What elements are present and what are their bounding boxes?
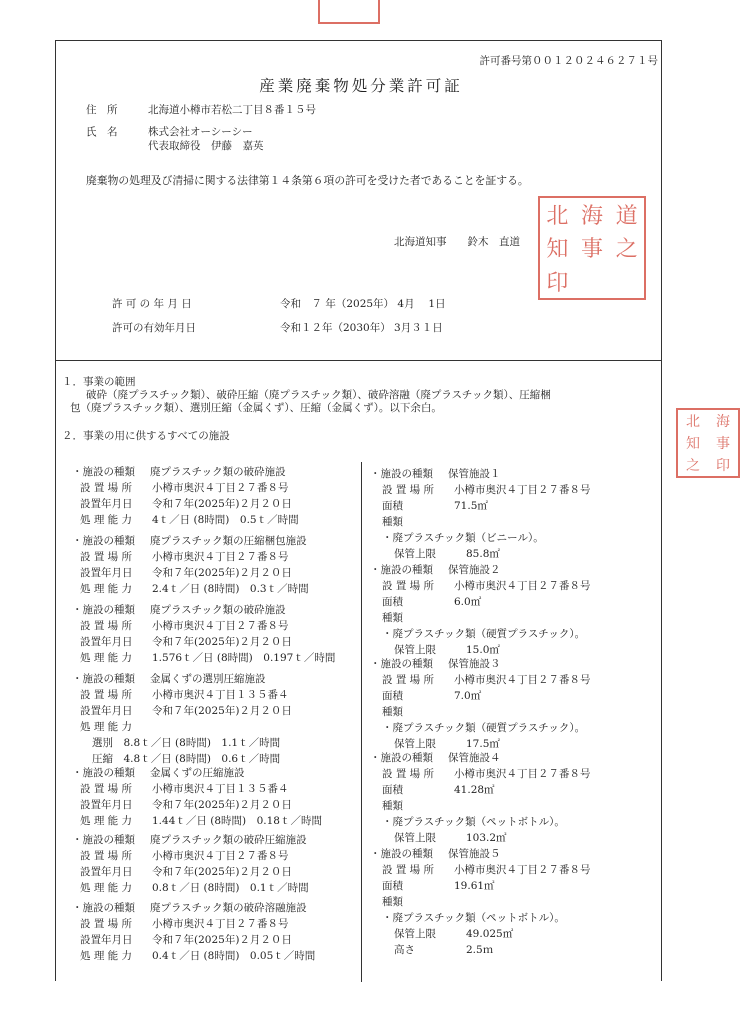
- area-value: 7.0㎡: [454, 690, 482, 702]
- place-label: 設 置 場 所: [80, 850, 133, 862]
- facility-capacity: [72, 650, 335, 666]
- waste-value: ・廃プラスチック類（硬質プラスチック）。: [382, 628, 586, 640]
- facility-capacity: [72, 880, 309, 896]
- place-label: 設 置 場 所: [80, 918, 133, 930]
- limit-label: 保管上限: [394, 928, 436, 940]
- capacity-sorting: [72, 735, 292, 751]
- seal-character: 知: [546, 237, 569, 263]
- facility-capacity: [72, 581, 309, 597]
- facility-place: [72, 687, 292, 703]
- storage-type: [370, 894, 591, 910]
- facility-kind: [72, 602, 335, 618]
- kind-value: 廃プラスチック類の圧縮梱包施設: [150, 535, 307, 547]
- storage-place: [370, 862, 591, 878]
- facility-capacity: [72, 948, 315, 964]
- kind-label: ・施設の種類: [370, 848, 433, 860]
- date-value: 令和７年(2025年)２月２０日: [152, 799, 292, 811]
- storage-block: [370, 846, 591, 958]
- date-label: 設置年月日: [80, 934, 133, 946]
- date-label: 設置年月日: [80, 567, 133, 579]
- place-label: 設 置 場 所: [382, 768, 435, 780]
- kind-label: ・施設の種類: [72, 466, 135, 478]
- seal-character: 海: [716, 414, 730, 430]
- place-label: 設 置 場 所: [80, 482, 133, 494]
- kind-value: 廃プラスチック類の破砕施設: [150, 466, 286, 478]
- facility-place: [72, 781, 322, 797]
- area-value: 41.28㎡: [454, 784, 495, 796]
- storage-limit: [370, 546, 591, 562]
- capacity-value: 2.4ｔ／日 (8時間) 0.3ｔ／時間: [152, 583, 309, 595]
- storage-type: [370, 514, 591, 530]
- section2-heading: ２．事業の用に供するすべての施設: [62, 430, 230, 442]
- facility-date: [72, 797, 322, 813]
- place-value: 小樽市奥沢４丁目２７番８号: [152, 551, 289, 563]
- storage-waste: [370, 814, 591, 830]
- section1-line1: 破砕（廃プラスチック類）、破砕圧縮（廃プラスチック類）、破砕溶融（廃プラスチック類）、圧縮梱: [86, 389, 551, 401]
- place-value: 小樽市奥沢４丁目２７番８号: [454, 484, 591, 496]
- seal-character: 印: [546, 270, 569, 296]
- certification-text: 廃棄物の処理及び清掃に関する法律第１４条第６項の許可を受けた者であることを証する。: [86, 174, 529, 187]
- place-value: 小樽市奥沢４丁目１３５番４: [152, 689, 289, 701]
- facility-kind: [72, 533, 309, 549]
- facility-date: [72, 634, 335, 650]
- capacity-label: 処 理 能 力: [80, 583, 133, 595]
- date-value: 令和７年(2025年)２月２０日: [152, 498, 292, 510]
- facility-place: [72, 618, 335, 634]
- storage-limit: [370, 830, 591, 846]
- storage-area: [370, 498, 591, 514]
- place-value: 小樽市奥沢４丁目２７番８号: [454, 580, 591, 592]
- representative: 代表取締役 伊藤 嘉英: [148, 140, 264, 152]
- storage-type: [370, 610, 591, 626]
- facility-place: [72, 480, 299, 496]
- limit-value: 103.2㎡: [466, 832, 507, 844]
- kind-label: ・施設の種類: [72, 767, 135, 779]
- facility-kind: [72, 464, 299, 480]
- kind-label: ・施設の種類: [72, 535, 135, 547]
- storage-block: [370, 656, 591, 752]
- waste-value: ・廃プラスチック類（ペットボトル）。: [382, 912, 565, 924]
- seal-character: 知: [686, 436, 700, 452]
- capacity-label: 処 理 能 力: [80, 882, 133, 894]
- governor-name: 北海道知事 鈴木 直道: [394, 236, 520, 248]
- limit-label: 保管上限: [394, 738, 436, 750]
- area-label: 面積: [382, 690, 403, 702]
- waste-value: ・廃プラスチック類（硬質プラスチック）。: [382, 722, 586, 734]
- place-value: 小樽市奥沢４丁目２７番８号: [152, 620, 289, 632]
- facility-block: [72, 602, 335, 666]
- document-title: 産業廃棄物処分業許可証: [259, 77, 463, 95]
- type-label: 種類: [382, 896, 403, 908]
- column-divider: [361, 462, 362, 982]
- area-label: 面積: [382, 596, 403, 608]
- capacity-value: 4ｔ／日 (8時間) 0.5ｔ／時間: [152, 514, 299, 526]
- kind-label: ・施設の種類: [370, 752, 433, 764]
- storage-block: [370, 466, 591, 562]
- capacity-label: 処 理 能 力: [80, 950, 133, 962]
- kind-value: 保管施設１: [448, 468, 501, 480]
- facility-block: [72, 671, 292, 767]
- facility-kind: [72, 900, 315, 916]
- place-label: 設 置 場 所: [382, 484, 435, 496]
- place-label: 設 置 場 所: [382, 580, 435, 592]
- limit-value: 17.5㎡: [466, 738, 500, 750]
- valid-date-label: 許可の有効年月日: [112, 322, 196, 334]
- place-value: 小樽市奥沢４丁目２７番８号: [152, 850, 289, 862]
- limit-label: 保管上限: [394, 548, 436, 560]
- address-label: 住 所: [86, 104, 118, 116]
- area-label: 面積: [382, 880, 403, 892]
- storage-area: [370, 594, 591, 610]
- section1-heading: １．事業の範囲: [62, 376, 136, 388]
- place-value: 小樽市奥沢４丁目２７番８号: [454, 674, 591, 686]
- seal-character: 之: [615, 237, 638, 263]
- storage-kind: [370, 466, 591, 482]
- capacity-label: 処 理 能 力: [80, 815, 133, 827]
- date-label: 設置年月日: [80, 636, 133, 648]
- top-seal-fragment: [318, 0, 380, 24]
- seal-character: 北: [686, 414, 700, 430]
- storage-area: [370, 688, 591, 704]
- facility-place: [72, 848, 309, 864]
- kind-label: ・施設の種類: [370, 658, 433, 670]
- capacity-value: 0.4ｔ／日 (8時間) 0.05ｔ／時間: [152, 950, 316, 962]
- storage-waste: [370, 626, 591, 642]
- place-value: 小樽市奥沢４丁目２７番８号: [152, 918, 289, 930]
- capacity-value: 0.8ｔ／日 (8時間) 0.1ｔ／時間: [152, 882, 309, 894]
- seal-character: 事: [580, 237, 603, 263]
- seal-character: 北: [546, 204, 569, 230]
- area-label: 面積: [382, 784, 403, 796]
- area-value: 71.5㎡: [454, 500, 488, 512]
- company-name: 株式会社オーシーシー: [148, 126, 253, 138]
- limit-value: 49.025㎡: [466, 928, 514, 940]
- storage-height: [370, 942, 591, 958]
- facility-block: [72, 832, 309, 896]
- facility-capacity: [72, 719, 292, 735]
- facility-block: [72, 900, 315, 964]
- place-label: 設 置 場 所: [80, 689, 133, 701]
- date-label: 設置年月日: [80, 705, 133, 717]
- facility-date: [72, 703, 292, 719]
- facility-kind: [72, 832, 309, 848]
- section1-line2: 包（廃プラスチック類）、選別圧縮（金属くず）、圧縮（金属くず）。以下余白。: [70, 402, 442, 414]
- permit-date-label: 許 可 の 年 月 日: [112, 298, 192, 310]
- facility-block: [72, 765, 322, 829]
- seal-character: 海: [580, 204, 603, 230]
- permit-number: 許可番号第００１２０２４６２７１号: [479, 55, 658, 67]
- governor-seal: [538, 196, 646, 300]
- storage-kind: [370, 656, 591, 672]
- height-label: 高さ: [394, 944, 415, 956]
- storage-limit: [370, 926, 591, 942]
- facility-kind: [72, 671, 292, 687]
- storage-type: [370, 798, 591, 814]
- limit-label: 保管上限: [394, 644, 436, 656]
- place-value: 小樽市奥沢４丁目２７番８号: [454, 864, 591, 876]
- storage-waste: [370, 910, 591, 926]
- storage-waste: [370, 530, 591, 546]
- facility-place: [72, 549, 309, 565]
- storage-place: [370, 672, 591, 688]
- capacity-value: 1.44ｔ／日 (8時間) 0.18ｔ／時間: [152, 815, 322, 827]
- kind-label: ・施設の種類: [72, 604, 135, 616]
- seal-character: 印: [716, 458, 730, 474]
- compression-capacity: 圧縮 4.8ｔ／日 (8時間) 0.6ｔ／時間: [92, 753, 281, 765]
- date-value: 令和７年(2025年)２月２０日: [152, 705, 292, 717]
- kind-label: ・施設の種類: [72, 673, 135, 685]
- waste-value: ・廃プラスチック類（ペットボトル）。: [382, 816, 565, 828]
- facility-date: [72, 565, 309, 581]
- kind-label: ・施設の種類: [370, 564, 433, 576]
- storage-kind: [370, 846, 591, 862]
- date-value: 令和７年(2025年)２月２０日: [152, 567, 292, 579]
- storage-type: [370, 704, 591, 720]
- storage-area: [370, 782, 591, 798]
- height-value: 2.5ｍ: [466, 944, 494, 956]
- facility-date: [72, 496, 299, 512]
- permit-date-value: 令和 ７ 年（2025年） 4月 1日: [280, 298, 446, 310]
- kind-value: 金属くずの圧縮施設: [150, 767, 245, 779]
- facility-block: [72, 464, 299, 528]
- storage-kind: [370, 562, 591, 578]
- kind-value: 廃プラスチック類の破砕溶融施設: [150, 902, 307, 914]
- capacity-label: 処 理 能 力: [80, 514, 133, 526]
- storage-waste: [370, 720, 591, 736]
- facility-capacity: [72, 512, 299, 528]
- place-label: 設 置 場 所: [80, 620, 133, 632]
- storage-kind: [370, 750, 591, 766]
- place-label: 設 置 場 所: [80, 551, 133, 563]
- divider-line: [55, 360, 661, 361]
- kind-value: 保管施設４: [448, 752, 501, 764]
- kind-value: 保管施設２: [448, 564, 501, 576]
- storage-block: [370, 562, 591, 658]
- place-value: 小樽市奥沢４丁目２７番８号: [152, 482, 289, 494]
- capacity-value: 1.576ｔ／日 (8時間) 0.197ｔ／時間: [152, 652, 336, 664]
- place-value: 小樽市奥沢４丁目２７番８号: [454, 768, 591, 780]
- storage-place: [370, 766, 591, 782]
- date-label: 設置年月日: [80, 498, 133, 510]
- kind-value: 金属くずの選別圧縮施設: [150, 673, 266, 685]
- facility-block: [72, 533, 309, 597]
- limit-value: 15.0㎡: [466, 644, 500, 656]
- seal-character: 道: [615, 204, 638, 230]
- name-label: 氏 名: [86, 126, 118, 138]
- kind-value: 廃プラスチック類の破砕圧縮施設: [150, 834, 307, 846]
- facility-kind: [72, 765, 322, 781]
- place-label: 設 置 場 所: [80, 783, 133, 795]
- date-label: 設置年月日: [80, 799, 133, 811]
- kind-value: 保管施設５: [448, 848, 501, 860]
- storage-area: [370, 878, 591, 894]
- sorting-capacity: 選別 8.8ｔ／日 (8時間) 1.1ｔ／時間: [92, 737, 281, 749]
- type-label: 種類: [382, 516, 403, 528]
- date-value: 令和７年(2025年)２月２０日: [152, 934, 292, 946]
- kind-label: ・施設の種類: [72, 902, 135, 914]
- place-value: 小樽市奥沢４丁目１３５番４: [152, 783, 289, 795]
- capacity-label: 処 理 能 力: [80, 721, 133, 733]
- waste-value: ・廃プラスチック類（ビニール）。: [382, 532, 544, 544]
- area-label: 面積: [382, 500, 403, 512]
- kind-label: ・施設の種類: [370, 468, 433, 480]
- type-label: 種類: [382, 612, 403, 624]
- limit-label: 保管上限: [394, 832, 436, 844]
- seal-character: 事: [716, 436, 730, 452]
- facility-place: [72, 916, 315, 932]
- area-value: 19.61㎡: [454, 880, 495, 892]
- storage-block: [370, 750, 591, 846]
- kind-value: 保管施設３: [448, 658, 501, 670]
- facility-capacity: [72, 813, 322, 829]
- kind-label: ・施設の種類: [72, 834, 135, 846]
- facility-date: [72, 932, 315, 948]
- type-label: 種類: [382, 800, 403, 812]
- place-label: 設 置 場 所: [382, 864, 435, 876]
- place-label: 設 置 場 所: [382, 674, 435, 686]
- seal-character: 之: [686, 458, 700, 474]
- kind-value: 廃プラスチック類の破砕施設: [150, 604, 286, 616]
- address-value: 北海道小樽市若松二丁目８番１５号: [148, 104, 316, 116]
- side-seal-fragment: [676, 408, 740, 478]
- date-label: 設置年月日: [80, 866, 133, 878]
- date-value: 令和７年(2025年)２月２０日: [152, 636, 292, 648]
- type-label: 種類: [382, 706, 403, 718]
- storage-place: [370, 578, 591, 594]
- storage-place: [370, 482, 591, 498]
- valid-date-value: 令和１２年（2030年） 3月３１日: [280, 322, 443, 334]
- facility-date: [72, 864, 309, 880]
- capacity-label: 処 理 能 力: [80, 652, 133, 664]
- limit-value: 85.8㎡: [466, 548, 500, 560]
- date-value: 令和７年(2025年)２月２０日: [152, 866, 292, 878]
- area-value: 6.0㎡: [454, 596, 482, 608]
